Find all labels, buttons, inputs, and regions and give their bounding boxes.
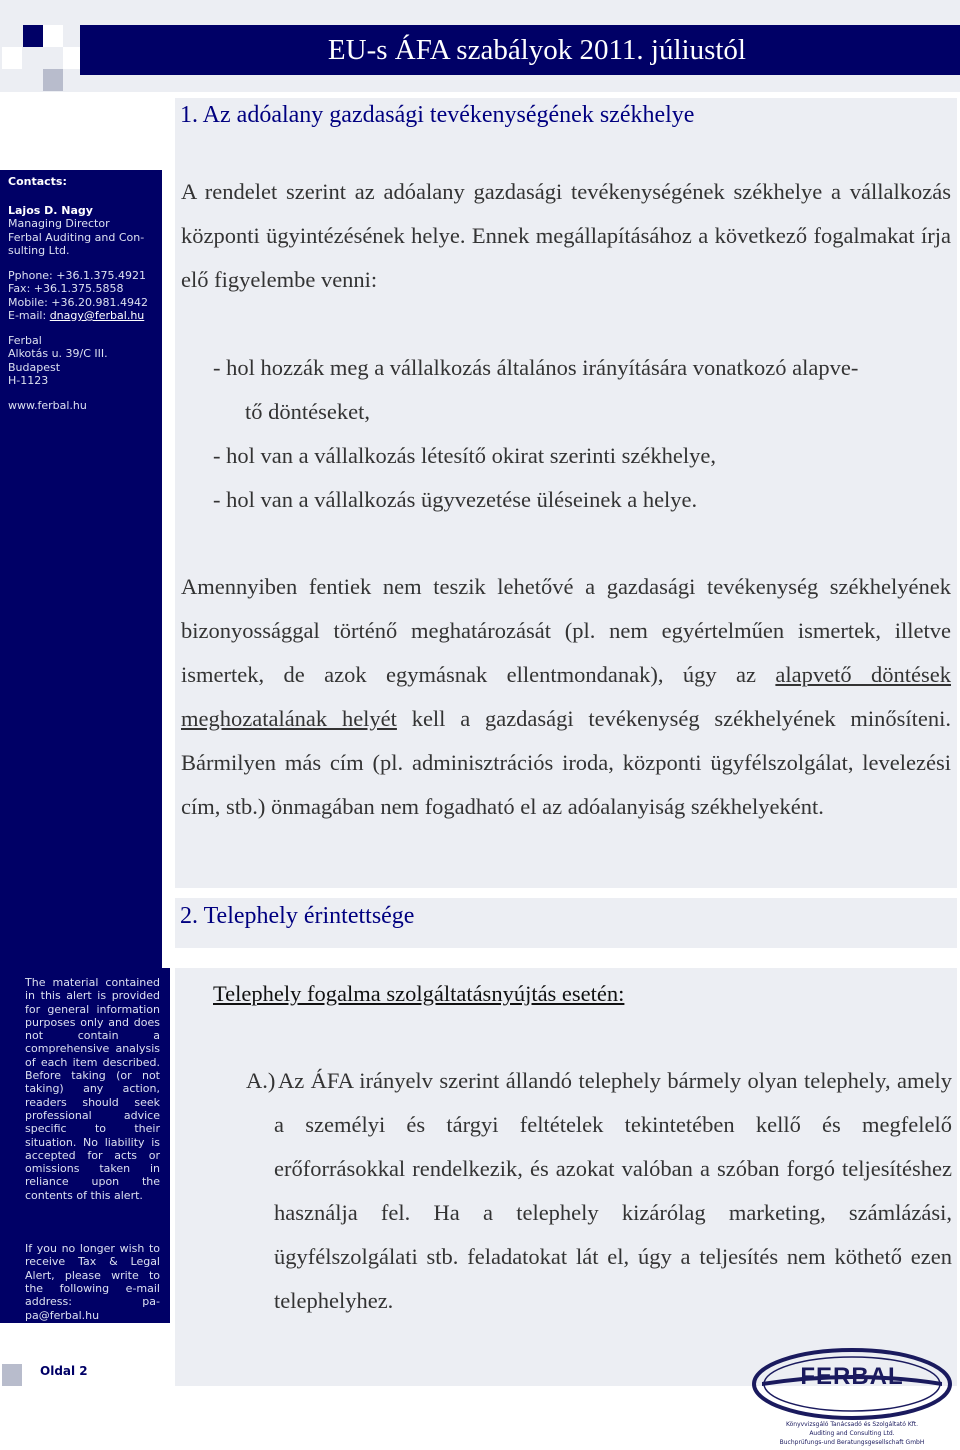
email-link[interactable]: dnagy@ferbal.hu xyxy=(49,309,145,322)
disclaimer-text: The material contained in this alert is provided for general information purposes only and does not contain a comprehensive analysis of each item described. Before taking (or not taking) any action, readers should seek professional advice specific to their situation. No liability is accepted for acts or omissions taken in reliance upon the contents of this alert. xyxy=(25,976,160,1202)
logo-line1: Könyvvizsgáló Tanácsadó és Szolgáltató Kft. xyxy=(785,1421,919,1428)
contact-email-row xyxy=(8,309,154,323)
address-street: Alkotás u. 39/C III. xyxy=(8,347,108,360)
list-item: - hol hozzák meg a vállalkozás általános irányítására vonatkozó alapve- xyxy=(213,355,859,380)
contact-fax: Fax: +36.1.375.5858 xyxy=(8,282,124,295)
decor-square xyxy=(43,25,63,47)
paragraph-text: Amennyiben fentiek nem teszik lehetővé a gazdasági tevékenység székhelyének bizonyossággal történő meghatározását (pl. nem egyértelműen ismertek, illetve ismertek, de azok egymásnak ellentmondanak), úgy az xyxy=(181,574,951,687)
contact-company-line2: sulting Ltd. xyxy=(8,244,70,257)
header-title: EU-s ÁFA szabályok 2011. júliustól xyxy=(327,34,746,66)
decor-square xyxy=(63,47,80,69)
item-text: Az ÁFA irányelv szerint állandó telephely bármely olyan telephely, amely a személyi és tárgyi feltételek tekintetében kellő és megfelelő erőforrásokkal rendelkezik, és azokat valóban a szóban forgó teljesítéshez használja fel. Ha a telephely kizárólag marketing, számlázási, ügyfélszolgálati stb. feladatokat lát el, úgy a teljesítés nem köthető ezen telephelyhez. xyxy=(274,1068,952,1313)
contact-company-line1: Ferbal Auditing and Con- xyxy=(8,230,145,244)
page-number: Oldal 2 xyxy=(40,1364,88,1378)
decor-square xyxy=(2,47,22,69)
section1-heading: 1. Az adóalany gazdasági tevékenységének székhelye xyxy=(180,102,695,128)
email-label: E-mail: xyxy=(8,309,50,322)
section2-subheading: Telephely fogalma szolgáltatásnyújtás esetén: xyxy=(213,981,625,1006)
contact-phone: Pphone: +36.1.375.4921 xyxy=(8,268,146,282)
contacts-label: Contacts: xyxy=(8,175,67,188)
sidebar-spacer xyxy=(0,430,162,968)
list-item: - hol van a vállalkozás létesítő okirat szerinti székhelye, xyxy=(213,443,716,468)
website-link[interactable]: www.ferbal.hu xyxy=(8,398,87,412)
contact-name: Lajos D. Nagy xyxy=(8,203,93,217)
unsubscribe-text: If you no longer wish to receive Tax & Legal Alert, please write to the following e-mail address: pa-pa@ferbal.hu xyxy=(25,1242,160,1322)
paragraph-text: kell a gazdasági tevékenység székhelyének minősíteni. Bármilyen más cím (pl. adminisztrációs iroda, központi ügyfélszolgálat, levelezési cím, stb.) önmagában nem fogadható el az adóalanyiság székhelyeként. xyxy=(181,706,951,819)
logo-name: FERBAL xyxy=(800,1363,904,1390)
decor-square xyxy=(43,69,63,91)
list-item-continuation: tő döntéseket, xyxy=(245,399,370,424)
contact-mobile: Mobile: +36.20.981.4942 xyxy=(8,295,148,309)
contact-role: Managing Director xyxy=(8,217,110,230)
section1-intro: A rendelet szerint az adóalany gazdasági tevékenységének székhelye a vállalkozás központi ügyintézésének helye. Ennek megállapításához a következő fogalmakat írja elő figyelembe venni: xyxy=(181,179,951,292)
sidebar-disclaimer xyxy=(0,968,170,1323)
decor-square xyxy=(23,25,43,47)
footer-square xyxy=(2,1364,22,1386)
logo-line3: Buchprüfungs-und Beratungsgesellschaft GmbH xyxy=(779,1439,925,1446)
address-company: Ferbal xyxy=(8,333,42,347)
paragraph-underlined-text: alapvető döntések meghozatalának helyét xyxy=(181,662,951,731)
section1-list xyxy=(213,346,951,522)
address-zip: H-1123 xyxy=(8,374,49,387)
logo-graphic xyxy=(740,1342,960,1450)
address-city: Budapest xyxy=(8,360,61,374)
section2-heading: 2. Telephely érintettsége xyxy=(180,903,415,929)
ferbal-logo xyxy=(740,1342,960,1450)
logo-line2: Auditing and Consulting Ltd. xyxy=(809,1430,895,1437)
section1-paragraph2 xyxy=(181,565,951,829)
list-item: - hol van a vállalkozás ügyvezetése üléseinek a helye. xyxy=(213,487,698,512)
section2-item-text xyxy=(274,1059,952,1323)
item-label: A.) xyxy=(246,1068,276,1093)
sidebar-contacts xyxy=(0,170,162,430)
